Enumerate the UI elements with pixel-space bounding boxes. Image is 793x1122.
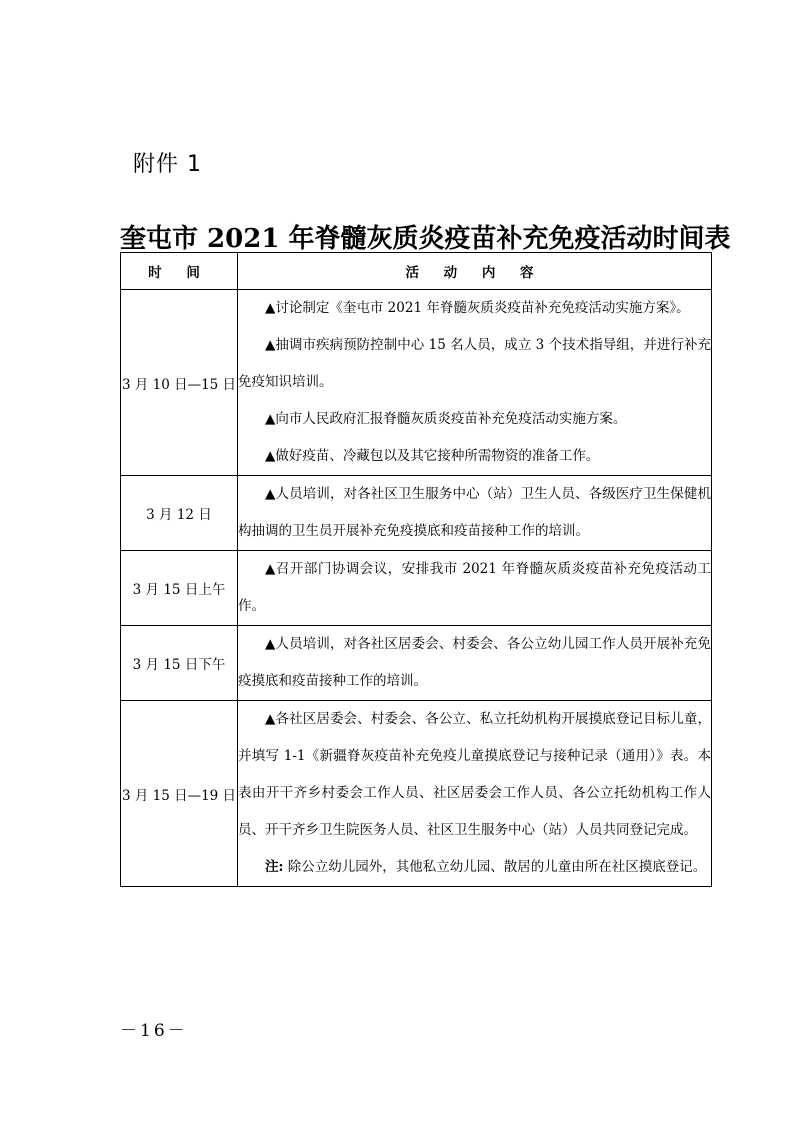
row-content <box>238 290 712 476</box>
table-row <box>121 290 712 476</box>
row-content <box>238 701 712 887</box>
attachment-label: 附件 1 <box>133 152 202 177</box>
row-time: 3 月 12 日 <box>121 476 238 551</box>
row-time: 3 月 15 日下午 <box>121 626 238 701</box>
note-text: 除公立幼儿园外，其他私立幼儿园、散居的儿童由所在社区摸底登记。 <box>283 859 707 875</box>
header-time: 时 间 <box>121 253 238 290</box>
document-title: 奎屯市 2021 年脊髓灰质炎疫苗补充免疫活动时间表 <box>120 224 731 254</box>
row-time: 3 月 10 日—15 日 <box>121 290 238 476</box>
note-label: 注: <box>265 859 284 875</box>
activity-item: ▲做好疫苗、冷藏包以及其它接种所需物资的准备工作。 <box>265 448 600 464</box>
header-content: 活 动 内 容 <box>238 253 712 290</box>
note-paragraph <box>238 849 711 886</box>
row-content <box>238 551 712 626</box>
activity-item: ▲各社区居委会、村委会、各公立、私立托幼机构开展摸底登记目标儿童，并填写 1-1《新疆脊灰疫苗补充免疫儿童摸底登记与接种记录（通用）》表。本表由开干齐乡村委会工作人员、社区居委会工作人员、各公立托幼机构工作人员、开干齐乡卫生院医务人员、社区卫生服务中心（站）人员共同登记完成。 <box>238 711 711 838</box>
activity-item: ▲人员培训，对各社区卫生服务中心（站）卫生人员、各级医疗卫生保健机构抽调的卫生员开展补充免疫摸底和疫苗接种工作的培训。 <box>238 486 711 539</box>
page-number: －16－ <box>120 1021 188 1041</box>
activity-item: ▲抽调市疾病预防控制中心 15 名人员，成立 3 个技术指导组，并进行补充免疫知识培训。 <box>238 337 711 390</box>
table-row <box>121 551 712 626</box>
table-header-row <box>121 253 712 290</box>
schedule-table <box>120 252 712 887</box>
activity-item: ▲召开部门协调会议，安排我市 2021 年脊髓灰质炎疫苗补充免疫活动工作。 <box>238 561 711 614</box>
table-row <box>121 701 712 887</box>
activity-item: ▲人员培训，对各社区居委会、村委会、各公立幼儿园工作人员开展补充免疫摸底和疫苗接种工作的培训。 <box>238 636 711 689</box>
table-row <box>121 626 712 701</box>
row-time: 3 月 15 日上午 <box>121 551 238 626</box>
row-time: 3 月 15 日—19 日 <box>121 701 238 887</box>
row-content <box>238 476 712 551</box>
row-content <box>238 626 712 701</box>
activity-item: ▲向市人民政府汇报脊髓灰质炎疫苗补充免疫活动实施方案。 <box>265 411 627 427</box>
activity-item: ▲讨论制定《奎屯市 2021 年脊髓灰质炎疫苗补充免疫活动实施方案》。 <box>265 300 690 316</box>
table-row <box>121 476 712 551</box>
